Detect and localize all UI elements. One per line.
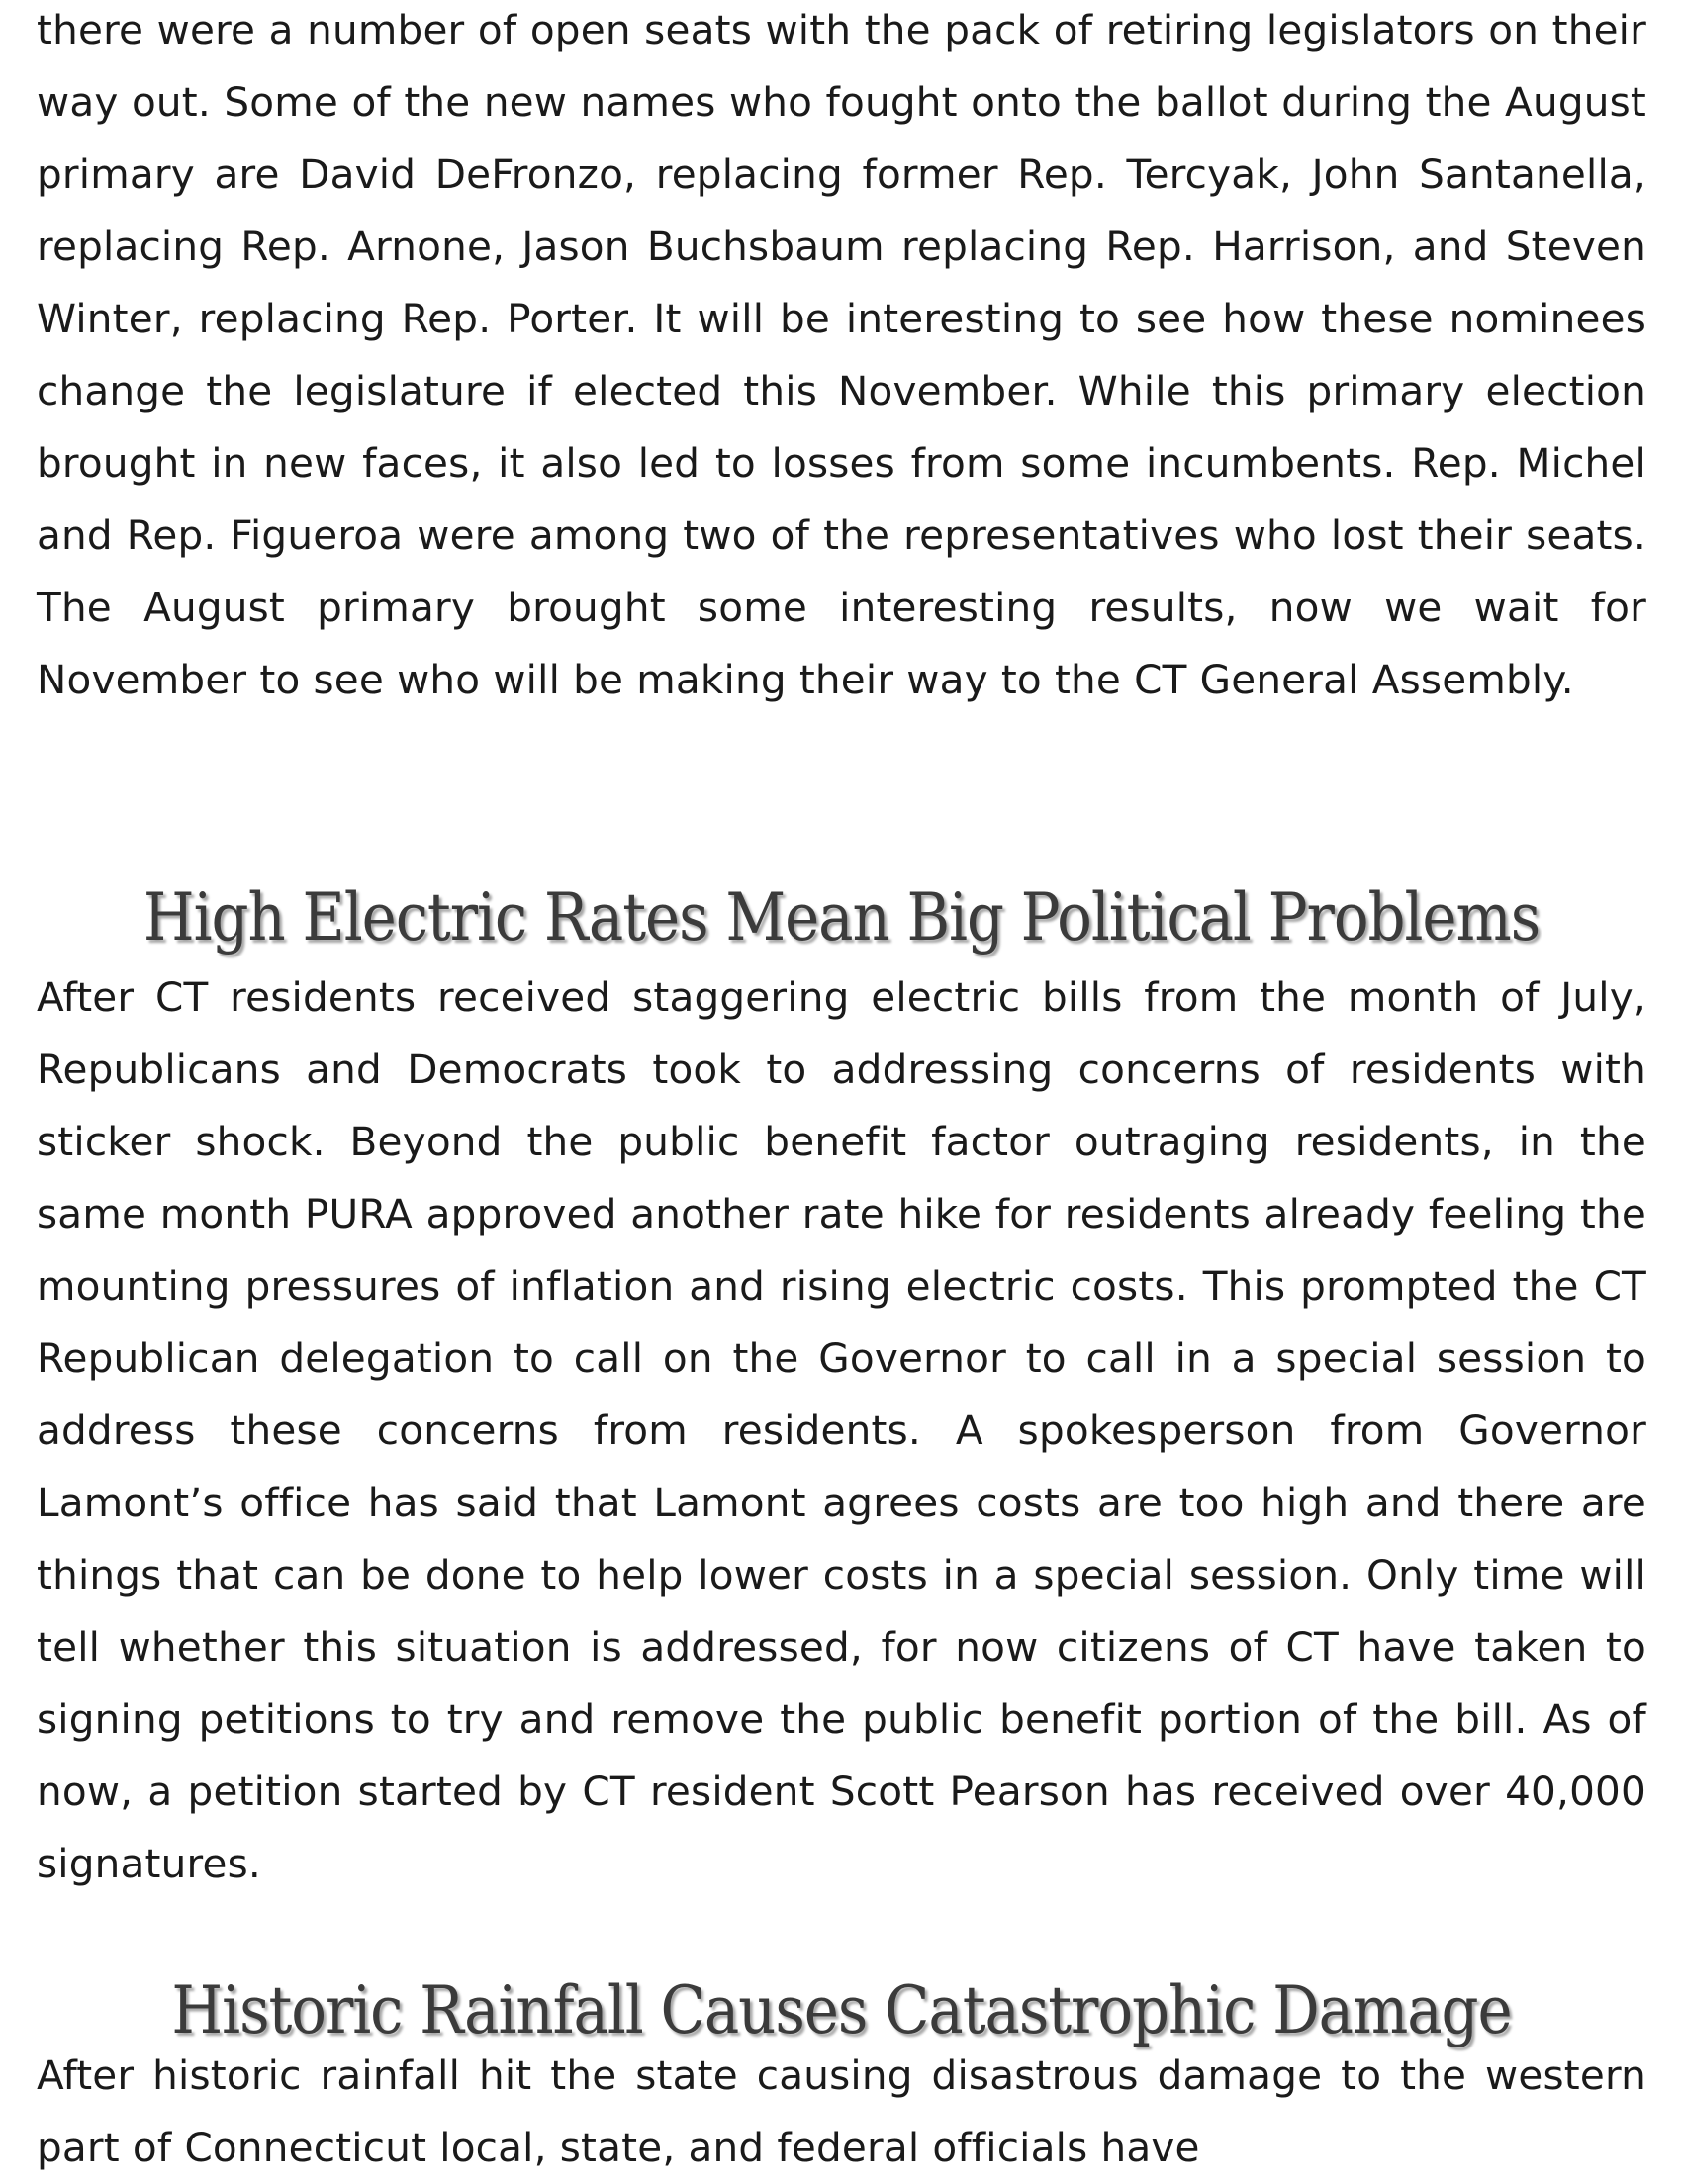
paragraph-primary-results: there were a number of open seats with the pack of retiring legislators on their way out. Some of the new names who fought onto the ballot during the August primary are David DeFronzo, replacing former Rep. Tercyak, John Santanella, replacing Rep. Arnone, Jason Buchsbaum replacing Rep. Harrison, and Steven Winter, replacing Rep. Porter. It will be interesting to see how these nominees change the legislature if elected this November. While this primary election brought in new faces, it also led to losses from some incumbents. Rep. Michel and Rep. Figueroa were among two of the representatives who lost their seats. The August primary brought some interesting results, now we wait for November to see who will be making their way to the CT General Assembly. (37, 6, 1646, 703)
heading-historic-rainfall: Historic Rainfall Causes Catastrophic Damage (171, 1972, 1512, 2048)
heading-electric-rates: High Electric Rates Mean Big Political Problems (142, 879, 1541, 956)
paragraph-historic-rainfall: After historic rainfall hit the state causing disastrous damage to the western part of Connecticut local, state, and federal officials have (37, 2051, 1646, 2171)
paragraph-electric-rates: After CT residents received staggering electric bills from the month of July, Republicans and Democrats took to addressing concerns of residents with sticker shock. Beyond the public benefit factor outraging residents, in the same month PURA approved another rate hike for residents already feeling the mounting pressures of inflation and rising electric costs. This prompted the CT Republican delegation to call on the Governor to call in a special session to address these concerns from residents. A spokesperson from Governor Lamont’s office has said that Lamont agrees costs are too high and there are things that can be done to help lower costs in a special session. Only time will tell whether this situation is addressed, for now citizens of CT have taken to signing petitions to try and remove the public benefit portion of the bill. As of now, a petition started by CT resident Scott Pearson has received over 40,000 signatures. (37, 973, 1646, 1887)
